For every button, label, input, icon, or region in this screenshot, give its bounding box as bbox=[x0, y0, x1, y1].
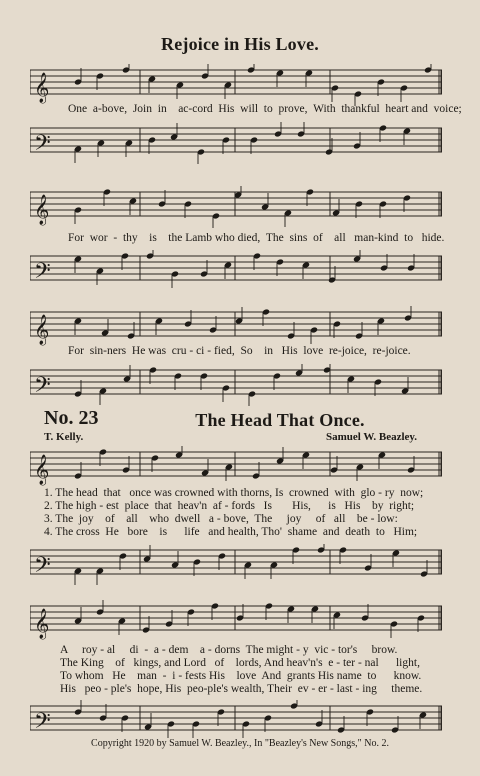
bass-clef-icon: 𝄢 bbox=[34, 131, 51, 161]
hymn2-title: The Head That Once. bbox=[195, 410, 365, 430]
staff-bass-2 bbox=[30, 250, 442, 292]
staff-treble-3 bbox=[30, 306, 442, 348]
hymn1-lyric-line-2: For wor - thy is the Lamb who died, The sins of all man-kind to hide. bbox=[68, 232, 445, 244]
hymn2-number: No. 23 bbox=[44, 407, 99, 429]
hymn2-verse-1b: A roy - al di - a - dem a - dorns The might - y vic - tor's brow. bbox=[60, 644, 398, 656]
hymn1-lyric-line-1: One a-bove, Join in ac-cord His will to prove, With thankful heart and voice; bbox=[68, 103, 462, 115]
treble-clef-icon: 𝄞 bbox=[34, 609, 50, 639]
treble-clef-icon: 𝄞 bbox=[34, 73, 50, 103]
hymn1-lyric-line-3: For sin-ners He was cru - ci - fied, So in His love re-joice, re-joice. bbox=[68, 345, 411, 357]
staff-bass-5 bbox=[30, 700, 442, 742]
staff-treble-5 bbox=[30, 600, 442, 642]
staff-treble-1 bbox=[30, 64, 442, 106]
copyright-notice: Copyright 1920 by Samuel W. Beazley., In "Beazley's New Songs," No. 2. bbox=[91, 738, 389, 749]
staff-bass-4 bbox=[30, 544, 442, 586]
treble-clef-icon: 𝄞 bbox=[34, 455, 50, 485]
hymn2-verse-3b: To whom He man - i - fests His love And grants His name to know. bbox=[60, 670, 422, 682]
hymn2-composer: Samuel W. Beazley. bbox=[326, 431, 418, 443]
hymn2-verse-2b: The King of kings, and Lord of lords, And heav'n's e - ter - nal light, bbox=[60, 657, 420, 669]
hymn2-verse-2a: 2. The high - est place that heav'n af - fords Is His, is His by right; bbox=[44, 500, 415, 512]
hymn2-verse-3a: 3. The joy of all who dwell a - bove, The joy of all be - low: bbox=[44, 513, 398, 525]
hymn2-verse-1a: 1. The head that once was crowned with thorns, Is crowned with glo - ry now; bbox=[44, 487, 424, 499]
treble-clef-icon: 𝄞 bbox=[34, 195, 50, 225]
treble-clef-icon: 𝄞 bbox=[34, 315, 50, 345]
staff-treble-4 bbox=[30, 446, 442, 488]
staff-bass-3 bbox=[30, 364, 442, 406]
bass-clef-icon: 𝄢 bbox=[34, 709, 51, 739]
staff-bass-1 bbox=[30, 122, 442, 164]
staff-treble-2 bbox=[30, 186, 442, 228]
bass-clef-icon: 𝄢 bbox=[34, 373, 51, 403]
hymn1-title: Rejoice in His Love. bbox=[161, 34, 319, 54]
hymn2-verse-4b: His peo - ple's hope, His peo-ple's wealth, Their ev - er - last - ing theme. bbox=[60, 683, 423, 695]
bass-clef-icon: 𝄢 bbox=[34, 259, 51, 289]
hymn2-verse-4a: 4. The cross He bore is life and health, Tho' shame and death to Him; bbox=[44, 526, 418, 538]
hymn2-author: T. Kelly. bbox=[44, 431, 84, 443]
staff-lines-svg bbox=[30, 64, 442, 106]
bass-clef-icon: 𝄢 bbox=[34, 553, 51, 583]
